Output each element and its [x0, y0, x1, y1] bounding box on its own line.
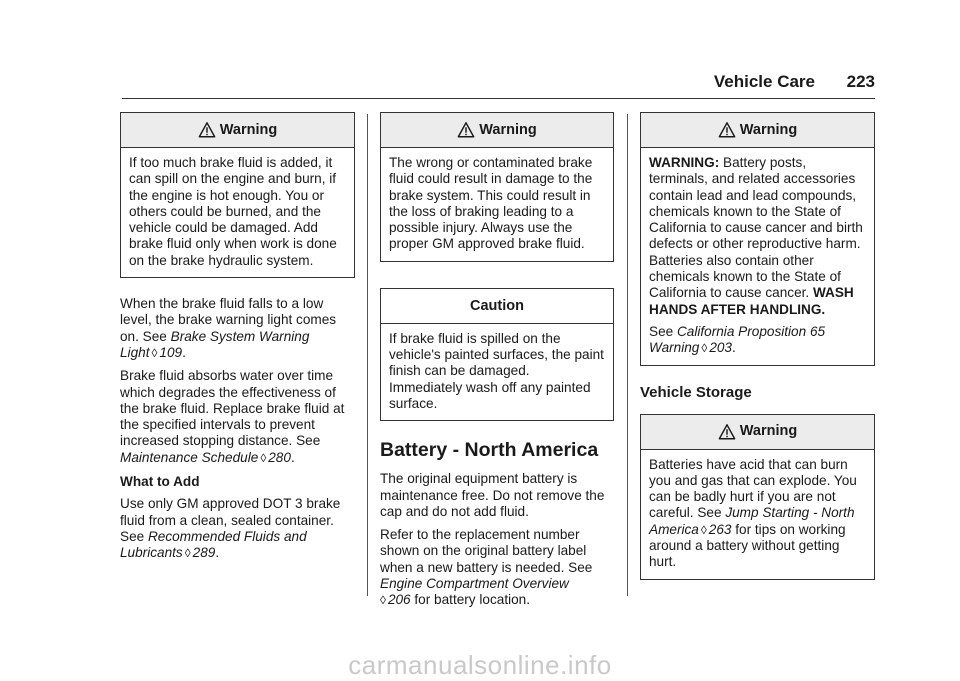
column-divider	[627, 114, 628, 596]
paragraph	[120, 496, 355, 561]
warning-title: Warning	[739, 423, 798, 440]
cross-reference-link[interactable]: Brake System Warning Light	[120, 328, 310, 360]
warning-text	[649, 155, 866, 318]
paragraph-text: Brake fluid absorbs water over time which degrades the effectiveness of the brake fluid. Replace brake fluid at the specified intervals to prevent increased stopping distance. See	[120, 368, 345, 449]
warning-header	[121, 113, 354, 148]
warning-title: Warning	[479, 121, 537, 138]
warning-box	[380, 112, 614, 262]
cross-reference-link[interactable]: Jump Starting - North America	[649, 505, 855, 537]
cross-reference-link[interactable]: Engine Compartment Overview	[380, 576, 569, 592]
paragraph	[380, 527, 614, 608]
page-ref-icon: ◊	[700, 522, 707, 537]
paragraph-end: .	[215, 545, 220, 561]
caution-text: If brake fluid is spilled on the vehicle's painted surfaces, the paint finish can be damaged. Immediately wash off any painted surface.	[389, 330, 604, 411]
warning-text: If too much brake fluid is added, it can spill on the engine and burn, if the engine is hot enough. You or others could be burned, and the vehicle could be damaged. Add brake fluid only when work is done on the brake hydraulic system.	[129, 155, 337, 268]
warning-header	[641, 415, 874, 450]
paragraph-end: .	[182, 344, 186, 360]
warning-box	[640, 112, 875, 366]
paragraph-text: When the brake fluid falls to a low level, the brake warning light comes on. See	[120, 296, 337, 344]
page-ref-icon: ◊	[184, 546, 191, 561]
paragraph-text: Use only GM approved DOT 3 brake fluid from a clean, sealed container. See	[120, 496, 341, 544]
page-ref-number[interactable]: 109	[159, 344, 183, 360]
cross-reference-link[interactable]: Maintenance Schedule	[120, 449, 259, 465]
warning-title: Warning	[219, 121, 278, 138]
caution-title: Caution	[470, 297, 524, 314]
warning-triangle-icon	[718, 423, 736, 441]
warning-header	[641, 113, 874, 148]
warning-body: Batteries have acid that can burn you and gas that can explode. You can be badly hurt if you are not careful. See	[649, 456, 857, 521]
paragraph-text: Refer to the replacement number shown on the original battery label when a new battery is needed. See	[380, 527, 593, 575]
heading-vehicle-storage: Vehicle Storage	[640, 383, 752, 401]
paragraph: The original equipment battery is maintenance free. Do not remove the cap and do not add fluid.	[380, 471, 605, 519]
page-ref-icon: ◊	[380, 593, 386, 608]
page-ref-number[interactable]: 206	[387, 592, 411, 608]
paragraph	[120, 368, 355, 466]
page-ref-icon: ◊	[260, 450, 267, 465]
section-title: Vehicle Care	[713, 72, 815, 91]
subheading-what-to-add: What to Add	[120, 474, 200, 490]
heading-battery: Battery - North America	[380, 439, 599, 462]
warning-text: The wrong or contaminated brake fluid could result in damage to the brake system. This could result in the loss of braking leading to a possible injury. Always use the proper GM approved brake fluid.	[389, 155, 593, 252]
paragraph	[120, 296, 355, 361]
warning-see	[649, 324, 866, 357]
page-ref-number[interactable]: 203	[709, 340, 732, 356]
paragraph-end: for battery location.	[410, 592, 531, 608]
cross-reference-link[interactable]: Recommended Fluids and Lubricants	[120, 528, 307, 561]
page-number: 223	[846, 72, 875, 91]
page-ref-number[interactable]: 280	[268, 449, 291, 465]
caution-header	[381, 289, 613, 324]
page-ref-icon: ◊	[701, 341, 708, 356]
warning-header	[381, 113, 613, 148]
column-3	[640, 112, 875, 598]
warning-body: Battery posts, terminals, and related accessories contain lead and lead compounds, chemicals known to the State of California to cause cancer and birth defects or other reproductive harm. Batteries also contain other chemicals known to the State of California to cause cancer.	[649, 155, 863, 301]
column-2	[380, 112, 614, 616]
page-header	[122, 66, 875, 99]
see-text: See	[649, 323, 677, 339]
warning-tail: WASH HANDS AFTER HANDLING.	[649, 285, 854, 317]
page-ref-number[interactable]: 263	[708, 521, 732, 537]
warning-triangle-icon	[198, 121, 216, 139]
column-divider	[367, 114, 368, 596]
warning-title: Warning	[739, 121, 798, 138]
warning-text	[649, 457, 866, 571]
warning-triangle-icon	[457, 121, 475, 139]
column-1	[120, 112, 355, 569]
page-ref-icon: ◊	[151, 345, 158, 360]
watermark: carmanualsonline.info	[348, 650, 612, 680]
paragraph-end: .	[290, 449, 295, 465]
warning-box	[120, 112, 355, 278]
caution-box	[380, 288, 614, 421]
warning-box	[640, 414, 875, 580]
paragraph-end: for tips on working around a battery without getting hurt.	[649, 521, 846, 570]
paragraph-end: .	[732, 340, 736, 356]
page-ref-number[interactable]: 289	[192, 545, 216, 561]
warning-lead: WARNING:	[649, 155, 720, 170]
warning-triangle-icon	[718, 121, 736, 139]
cross-reference-link[interactable]: California Proposition 65 Warning	[649, 323, 826, 356]
